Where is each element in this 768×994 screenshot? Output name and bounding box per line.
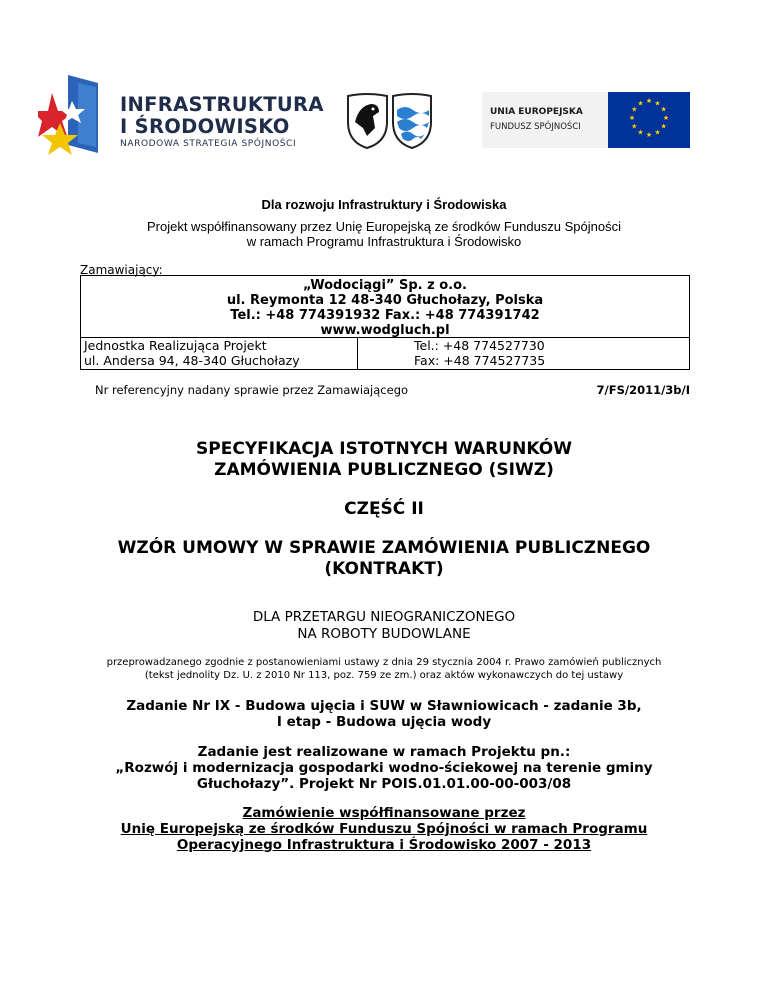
tender-line2: NA ROBOTY BUDOWLANE — [297, 626, 471, 642]
cofinancing-line3: Operacyjnego Infrastruktura i Środowisko 2007 - 2013 — [176, 837, 592, 853]
svg-text:★: ★ — [662, 114, 670, 122]
svg-text:★: ★ — [637, 128, 644, 137]
svg-text:★: ★ — [660, 122, 667, 131]
svg-text:★: ★ — [628, 114, 636, 122]
doc-subtitle-line2: (KONTRAKT) — [324, 559, 444, 579]
svg-text:★: ★ — [631, 105, 638, 114]
infrastructure-logo — [38, 75, 324, 157]
infrastructure-logo-line2: I ŚRODOWISKO — [120, 115, 290, 138]
doc-subtitle-line1: WZÓR UMOWY W SPRAWIE ZAMÓWIENIA PUBLICZNEGO — [117, 538, 651, 558]
client-website: www.wodgluch.pl — [320, 323, 450, 338]
client-name: „Wodociągi” Sp. z o.o. — [303, 278, 467, 293]
eu-logo-line2: FUNDUSZ SPÓJNOŚCI — [490, 122, 581, 132]
box-column-divider — [357, 337, 358, 370]
infrastructure-logo-subtitle: NARODOWA STRATEGIA SPÓJNOŚCI — [120, 139, 297, 149]
svg-text:★: ★ — [654, 99, 661, 108]
project-line3: Głuchołazy”. Projekt Nr POIS.01.01.00-00-003/08 — [196, 776, 572, 792]
unit-address: ul. Andersa 94, 48-340 Głuchołazy — [84, 353, 300, 368]
doc-title-line1: SPECYFIKACJA ISTOTNYCH WARUNKÓW — [196, 439, 572, 459]
svg-text:★: ★ — [645, 131, 653, 139]
project-cofinancing-line2: w ramach Programu Infrastruktura i Środowisko — [246, 234, 522, 249]
law-line1: przeprowadzanego zgodnie z postanowieniami ustawy z dnia 29 stycznia 2004 r. Prawo zamówień publicznych — [106, 657, 662, 668]
svg-text:★: ★ — [645, 97, 653, 105]
project-line2: „Rozwój i modernizacja gospodarki wodno-ściekowej na terenie gminy — [115, 760, 653, 776]
cofinancing-line1: Zamówienie współfinansowane przez — [242, 805, 526, 821]
svg-text:★: ★ — [631, 122, 638, 131]
project-line1: Zadanie jest realizowane w ramach Projektu pn.: — [197, 744, 571, 760]
doc-title-line2: ZAMÓWIENIA PUBLICZNEGO (SIWZ) — [214, 460, 554, 480]
eu-flag-icon — [608, 92, 690, 148]
unit-name: Jednostka Realizująca Projekt — [84, 338, 267, 353]
reference-label: Nr referencyjny nadany sprawie przez Zamawiającego — [95, 383, 409, 397]
infrastructure-emblem-icon — [38, 75, 116, 157]
svg-text:★: ★ — [654, 128, 661, 137]
svg-text:★: ★ — [660, 105, 667, 114]
unit-fax: Fax: +48 774527735 — [414, 353, 546, 368]
law-line2: (tekst jednolity Dz. U. z 2010 Nr 113, poz. 759 ze zm.) oraz aktów wykonawczych do tej ustawy — [144, 670, 624, 681]
reference-number: 7/FS/2011/3b/I — [596, 383, 690, 397]
eu-logo-line1: UNIA EUROPEJSKA — [490, 107, 583, 117]
cofinancing-line2: Unię Europejską ze środków Funduszu Spójności w ramach Programu — [120, 821, 648, 837]
eu-logo — [482, 92, 690, 148]
municipal-crests — [345, 92, 435, 150]
svg-text:★: ★ — [637, 99, 644, 108]
crest-icon — [345, 92, 435, 150]
development-line: Dla rozwoju Infrastruktury i Środowiska — [261, 197, 507, 212]
client-label: Zamawiający: — [80, 263, 163, 277]
infrastructure-logo-line1: INFRASTRUKTURA — [120, 93, 324, 116]
client-address: ul. Reymonta 12 48-340 Głuchołazy, Polska — [226, 293, 544, 308]
task-line1: Zadanie Nr IX - Budowa ujęcia i SUW w Sławniowicach - zadanie 3b, — [126, 698, 642, 714]
client-contact: Tel.: +48 774391932 Fax.: +48 774391742 — [230, 308, 540, 323]
doc-part: CZĘŚĆ II — [344, 499, 424, 519]
unit-tel: Tel.: +48 774527730 — [414, 338, 545, 353]
client-info-box — [80, 275, 690, 370]
project-cofinancing-line1: Projekt współfinansowany przez Unię Europejską ze środków Funduszu Spójności — [146, 219, 622, 234]
task-line2: I etap - Budowa ujęcia wody — [276, 714, 492, 730]
tender-line1: DLA PRZETARGU NIEOGRANICZONEGO — [252, 609, 516, 625]
